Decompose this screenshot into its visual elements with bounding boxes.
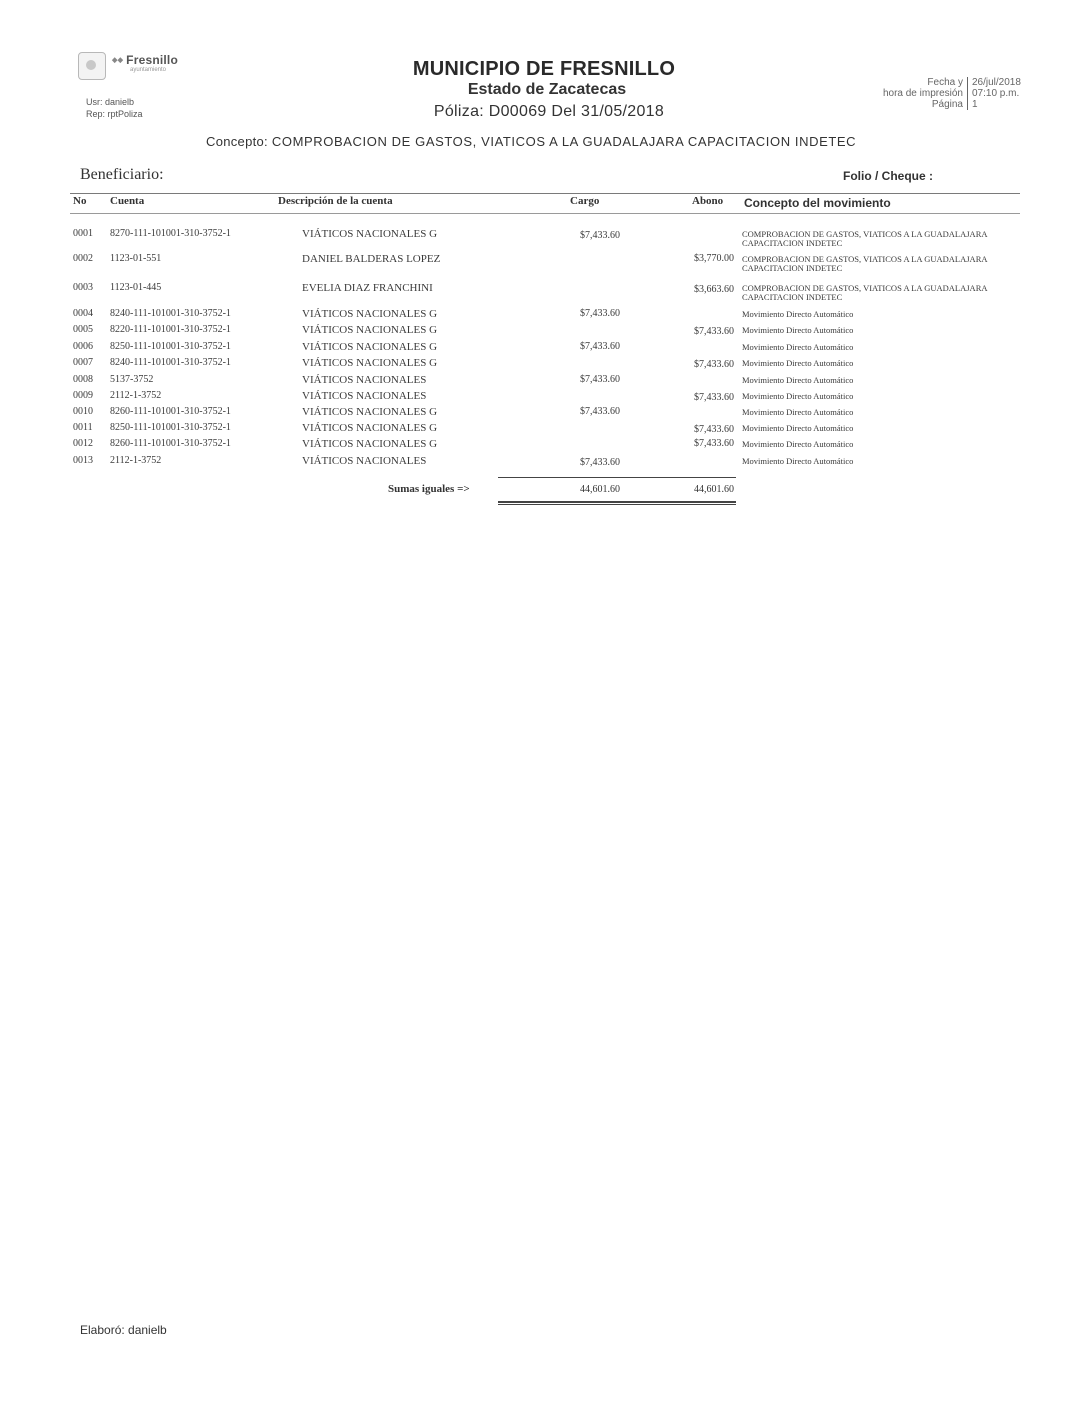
hora-label: hora de impresión: [882, 88, 963, 99]
table-row: [0, 324, 1088, 338]
cell-abono: $3,663.60: [694, 284, 734, 295]
cell-cuenta: 2112-1-3752: [110, 455, 162, 466]
table-row: [0, 341, 1088, 355]
cell-concepto: Movimiento Directo Automático: [742, 456, 854, 466]
cell-descripcion: VIÁTICOS NACIONALES G: [302, 438, 438, 450]
cell-abono: $7,433.60: [694, 359, 734, 370]
header-rule-top: [70, 193, 1020, 194]
print-meta-values: [972, 77, 1021, 110]
cell-concepto: Movimiento Directo Automático: [742, 375, 854, 385]
concepto-label: Concepto:: [206, 134, 268, 149]
cell-no: 0003: [73, 282, 93, 293]
cell-no: 0004: [73, 308, 93, 319]
cell-cuenta: 2112-1-3752: [110, 390, 162, 401]
table-row: [0, 455, 1088, 469]
col-header-cuenta: Cuenta: [110, 195, 145, 207]
elaboro-line: Elaboró: danielb: [80, 1323, 167, 1337]
cell-cuenta: 1123-01-445: [110, 282, 162, 293]
pagina-label: Página: [931, 99, 963, 110]
cell-cuenta: 5137-3752: [110, 374, 154, 385]
page-subtitle: Estado de Zacatecas: [467, 81, 627, 98]
user-line: Usr: danielb: [86, 97, 135, 107]
cell-concepto: COMPROBACION DE GASTOS, VIATICOS A LA GUADALAJARA CAPACITACION INDETEC: [742, 254, 988, 273]
folio-label: Folio / Cheque :: [843, 169, 933, 183]
col-header-concepto: Concepto del movimiento: [744, 196, 891, 210]
cell-cuenta: 8250-111-101001-310-3752-1: [110, 422, 231, 433]
cell-cuenta: 8240-111-101001-310-3752-1: [110, 308, 231, 319]
cell-no: 0008: [73, 374, 93, 385]
cell-cuenta: 8220-111-101001-310-3752-1: [110, 324, 231, 335]
cell-abono: $7,433.60: [694, 326, 734, 337]
cell-no: 0006: [73, 341, 93, 352]
table-row: [0, 308, 1088, 322]
cell-descripcion: VIÁTICOS NACIONALES G: [302, 422, 438, 434]
cell-concepto: COMPROBACION DE GASTOS, VIATICOS A LA GUADALAJARA CAPACITACION INDETEC: [742, 229, 988, 248]
table-row: [0, 357, 1088, 371]
col-header-abono: Abono: [692, 195, 724, 207]
cell-concepto: Movimiento Directo Automático: [742, 325, 854, 335]
col-header-no: No: [73, 195, 87, 207]
header-rule-bottom: [70, 213, 1020, 214]
page-title: MUNICIPIO DE FRESNILLO: [412, 58, 676, 80]
cell-cuenta: 1123-01-551: [110, 253, 162, 264]
fecha-value: 26/jul/2018: [972, 77, 1021, 88]
table-row: [0, 422, 1088, 436]
concepto-line: [206, 134, 856, 149]
cell-cargo: $7,433.60: [580, 374, 620, 385]
col-header-descripcion: Descripción de la cuenta: [278, 195, 393, 207]
totals-label: Sumas iguales =>: [388, 483, 470, 495]
fecha-label: Fecha y: [927, 77, 963, 88]
table-row: [0, 374, 1088, 388]
cell-cuenta: 8260-111-101001-310-3752-1: [110, 406, 231, 417]
cell-cargo: $7,433.60: [580, 457, 620, 468]
cell-descripcion: VIÁTICOS NACIONALES G: [302, 228, 438, 240]
cell-cuenta: 8260-111-101001-310-3752-1: [110, 438, 231, 449]
cell-cargo: $7,433.60: [580, 341, 620, 352]
table-row: [0, 406, 1088, 420]
col-header-cargo: Cargo: [570, 195, 600, 207]
totals-double-rule-2: [498, 504, 736, 505]
beneficiario-label: Beneficiario:: [80, 166, 164, 183]
hora-value: 07:10 p.m.: [972, 88, 1020, 99]
cell-cargo: $7,433.60: [580, 406, 620, 417]
report-line: Rep: rptPoliza: [86, 109, 143, 119]
logo-name: ◆◆ Fresnillo: [112, 53, 178, 67]
cell-abono: $7,433.60: [694, 424, 734, 435]
cell-concepto: Movimiento Directo Automático: [742, 407, 854, 417]
totals-abono: 44,601.60: [694, 484, 734, 495]
cell-descripcion: VIÁTICOS NACIONALES: [302, 455, 427, 467]
cell-concepto: Movimiento Directo Automático: [742, 423, 854, 433]
concepto-value: COMPROBACION DE GASTOS, VIATICOS A LA GUADALAJARA CAPACITACION INDETEC: [271, 134, 857, 149]
cell-concepto: Movimiento Directo Automático: [742, 358, 854, 368]
cell-descripcion: VIÁTICOS NACIONALES: [302, 374, 427, 386]
cell-concepto: Movimiento Directo Automático: [742, 309, 854, 319]
cell-descripcion: VIÁTICOS NACIONALES G: [302, 324, 438, 336]
cell-no: 0010: [73, 406, 93, 417]
cell-abono: $3,770.00: [694, 253, 734, 264]
cell-no: 0011: [73, 422, 93, 433]
cell-no: 0013: [73, 455, 93, 466]
cell-abono: $7,433.60: [694, 392, 734, 403]
cell-descripcion: VIÁTICOS NACIONALES G: [302, 341, 438, 353]
print-meta-labels: [883, 77, 968, 110]
cell-descripcion: VIÁTICOS NACIONALES G: [302, 406, 438, 418]
cell-cuenta: 8240-111-101001-310-3752-1: [110, 357, 231, 368]
cell-no: 0007: [73, 357, 93, 368]
cell-concepto: Movimiento Directo Automático: [742, 391, 854, 401]
totals-cargo: 44,601.60: [580, 484, 620, 495]
cell-cargo: $7,433.60: [580, 308, 620, 319]
table-row: [0, 253, 1088, 273]
cell-no: 0002: [73, 253, 93, 264]
cell-descripcion: EVELIA DIAZ FRANCHINI: [302, 282, 433, 294]
cell-no: 0009: [73, 390, 93, 401]
cell-descripcion: VIÁTICOS NACIONALES: [302, 390, 427, 402]
cell-no: 0005: [73, 324, 93, 335]
cell-abono: $7,433.60: [694, 438, 734, 449]
totals-double-rule: [498, 501, 736, 503]
cell-descripcion: VIÁTICOS NACIONALES G: [302, 357, 438, 369]
cell-concepto: Movimiento Directo Automático: [742, 439, 854, 449]
cell-concepto: Movimiento Directo Automático: [742, 342, 854, 352]
table-row: [0, 282, 1088, 302]
cell-cuenta: 8270-111-101001-310-3752-1: [110, 228, 231, 239]
cell-cuenta: 8250-111-101001-310-3752-1: [110, 341, 231, 352]
totals-rule: [498, 477, 736, 478]
table-row: [0, 228, 1088, 248]
cell-concepto: COMPROBACION DE GASTOS, VIATICOS A LA GUADALAJARA CAPACITACION INDETEC: [742, 283, 988, 302]
table-row: [0, 390, 1088, 404]
cell-no: 0001: [73, 228, 93, 239]
cell-descripcion: VIÁTICOS NACIONALES G: [302, 308, 438, 320]
pagina-value: 1: [972, 99, 978, 110]
logo-tagline: ayuntamiento: [130, 67, 167, 73]
cell-cargo: $7,433.60: [580, 230, 620, 241]
poliza-line: Póliza: D00069 Del 31/05/2018: [433, 103, 665, 120]
table-row: [0, 438, 1088, 452]
cell-descripcion: DANIEL BALDERAS LOPEZ: [302, 253, 441, 265]
cell-no: 0012: [73, 438, 93, 449]
